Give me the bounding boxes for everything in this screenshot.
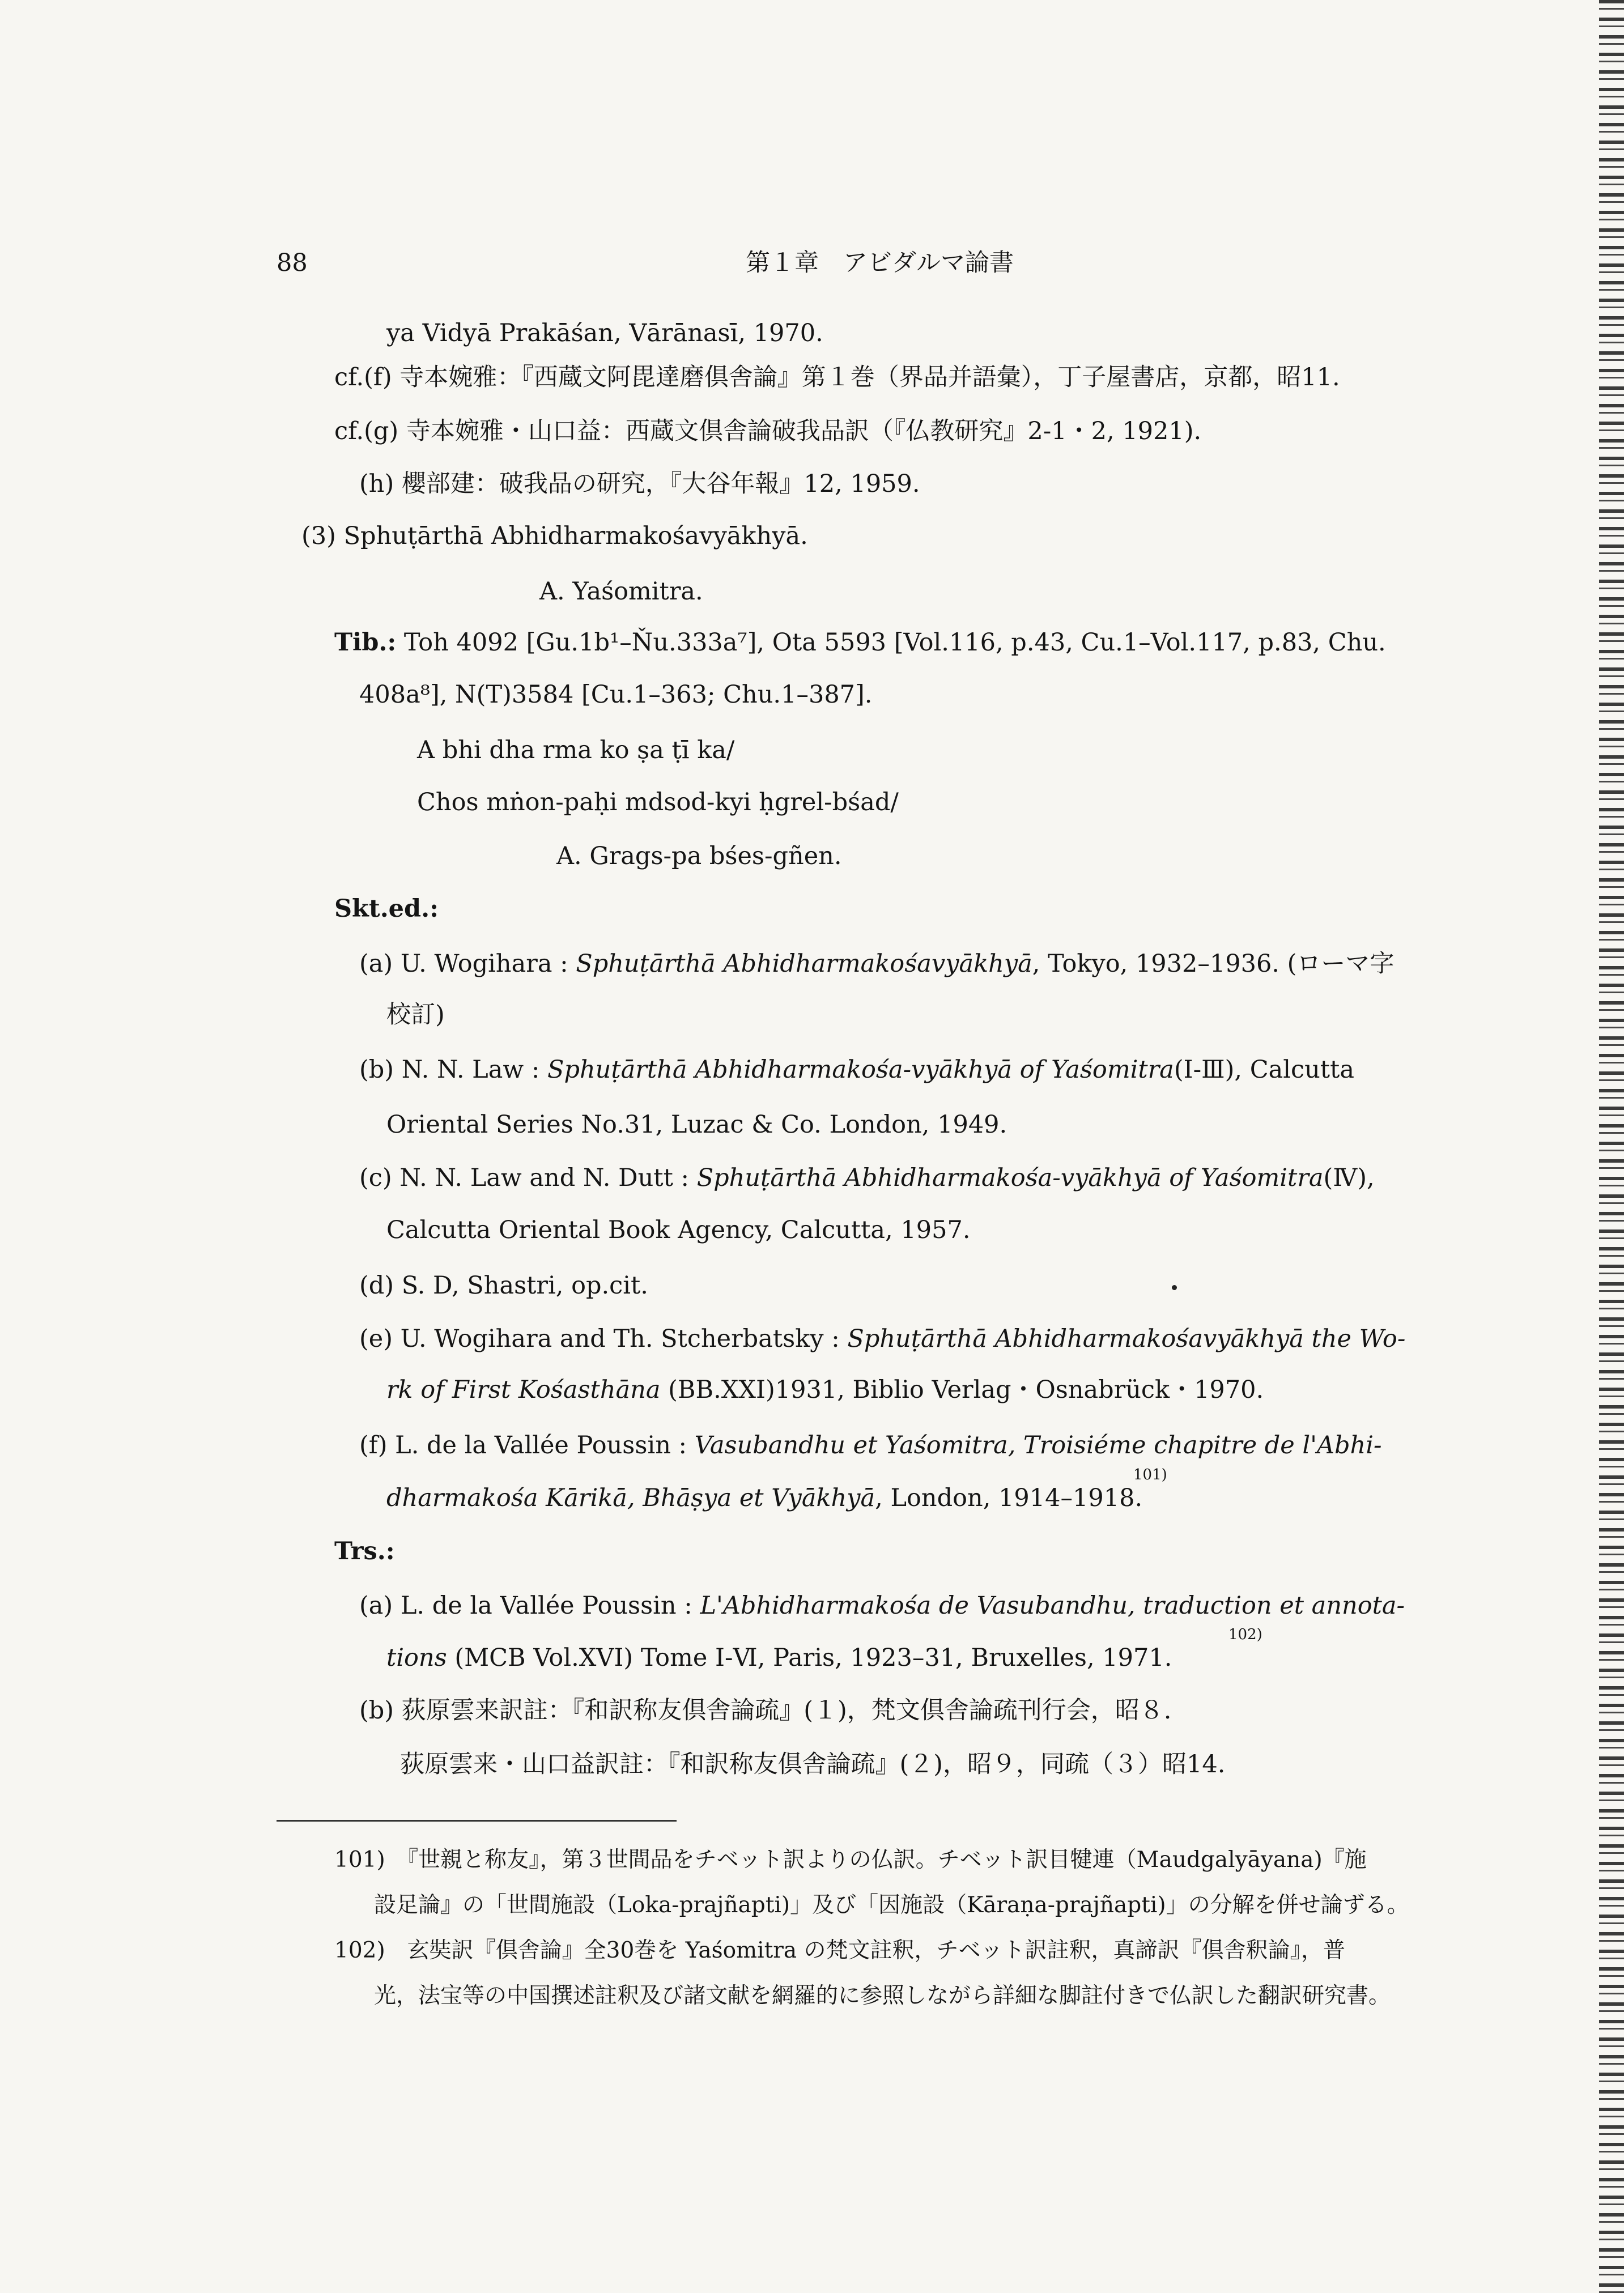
- footnote-101: 101) 『世親と称友』，第３世間品をチベット訳よりの仏訳。チベット訳目犍連（Maudgalyāyana)『施: [334, 1847, 1367, 1873]
- ref-text: (Ⅰ-Ⅲ), Calcutta: [1174, 1056, 1354, 1084]
- ref-title: Sphuṭārthā Abhidharmakośa-vyākhyā of Yaśomitra: [696, 1164, 1324, 1192]
- ref-text: , London, 1914–1918.: [875, 1484, 1143, 1512]
- footnote-102: 102) 玄奘訳『倶舎論』全30巻を Yaśomitra の梵文註釈，チベット訳註釈，真諦訳『倶舎釈論』，普: [334, 1938, 1346, 1963]
- entry-line: cf.(f) 寺本婉雅：『西蔵文阿毘達磨倶舎論』第１巻（界品并語彙），丁子屋書店，京都，昭11.: [334, 363, 1340, 392]
- entry-line: cf.(g) 寺本婉雅・山口益：西蔵文倶舎論破我品訳（『仏教研究』2-1・2, 1921).: [334, 417, 1202, 445]
- ref-title: Sphuṭārthā Abhidharmakośavyākhyā the Wo-: [847, 1325, 1406, 1353]
- ref-text: (c) N. N. Law and N. Dutt :: [359, 1164, 697, 1192]
- tib-line: [334, 628, 1386, 657]
- ref-line: 校訂): [386, 1001, 445, 1029]
- page-number: 88: [277, 249, 308, 277]
- ref-line: (d) S. D, Shastri, op.cit.: [359, 1271, 648, 1300]
- author-line: A. Yaśomitra.: [539, 577, 703, 606]
- ref-line: [359, 1058, 1354, 1082]
- ref-text: (e) U. Wogihara and Th. Stcherbatsky :: [359, 1325, 848, 1353]
- footnote-ref-102: 102): [1228, 1626, 1262, 1643]
- ref-text: (a) U. Wogihara :: [359, 950, 576, 978]
- ref-title: Vasubandhu et Yaśomitra, Troisiéme chapitre de l'Abhi-: [694, 1431, 1382, 1460]
- ref-line: [386, 1486, 1142, 1511]
- tibetan-line: A bhi dha rma ko ṣa ṭī ka/: [417, 736, 735, 764]
- ref-title: dharmakośa Kārikā, Bhāṣya et Vyākhyā: [386, 1484, 875, 1512]
- tibetan-line: Chos mṅon-paḥi mdsod-kyi ḥgrel-bśad/: [417, 788, 899, 816]
- ref-line: [359, 1433, 1381, 1458]
- ref-line: [359, 1327, 1405, 1351]
- footnote-ref-101: 101): [1133, 1466, 1167, 1483]
- tib-text: Toh 4092 [Gu.1b¹–Ňu.333a⁷], Ota 5593 [Vol.116, p.43, Cu.1–Vol.117, p.83, Chu.: [396, 628, 1386, 657]
- ref-text: (f) L. de la Vallée Poussin :: [359, 1431, 695, 1460]
- ref-text: (BB.XXI)1931, Biblio Verlag・Osnabrück・1970.: [660, 1376, 1264, 1404]
- footnote-101-cont: 設足論』の「世間施設（Loka-prajñapti)」及び「因施設（Kāraṇa-prajñapti)」の分解を併せ論ずる。: [374, 1892, 1409, 1918]
- ref-text: (a) L. de la Vallée Poussin :: [359, 1592, 700, 1620]
- tib-label: Tib.:: [334, 628, 397, 657]
- ref-line: [386, 1646, 1172, 1670]
- stray-dot: [1172, 1285, 1177, 1290]
- ref-text: , Tokyo, 1932–1936. (ローマ字: [1032, 950, 1395, 978]
- ref-text: (MCB Vol.XVI) Tome Ⅰ-Ⅵ, Paris, 1923–31, Bruxelles, 1971.: [447, 1644, 1172, 1672]
- ref-line: (b) 荻原雲来訳註：『和訳称友倶舎論疏』(１)，梵文倶舎論疏刊行会，昭８.: [359, 1696, 1172, 1725]
- footnote-102-cont: 光，法宝等の中国撰述註釈及び諸文献を網羅的に参照しながら詳細な脚註付きで仏訳した翻訳研究書。: [374, 1983, 1391, 2009]
- entry-line: 408a⁸], N(T)3584 [Cu.1–363; Chu.1–387].: [359, 680, 873, 709]
- ref-title: tions: [386, 1644, 447, 1672]
- ref-title: Sphuṭārthā Abhidharmakośa-vyākhyā of Yaśomitra: [547, 1056, 1174, 1084]
- entry-line: (h) 櫻部建：破我品の研究，『大谷年報』12, 1959.: [359, 470, 920, 498]
- tibetan-line: A. Grags-pa bśes-gñen.: [556, 842, 842, 870]
- ref-line: [386, 1378, 1264, 1402]
- ref-line: [359, 952, 1394, 976]
- skt-ed-label: Skt.ed.:: [334, 895, 439, 923]
- ref-line: 荻原雲来・山口益訳註：『和訳称友倶舎論疏』(２)，昭９，同疏（３）昭14.: [400, 1750, 1226, 1779]
- ref-title: rk of First Kośasthāna: [386, 1376, 661, 1404]
- ref-title: L'Abhidharmakośa de Vasubandhu, traduction et annota-: [700, 1592, 1405, 1620]
- ref-title: Sphuṭārthā Abhidharmakośavyākhyā: [576, 950, 1032, 978]
- ref-line: [359, 1594, 1405, 1618]
- footnote-rule: [277, 1820, 677, 1822]
- trs-label: Trs.:: [334, 1537, 395, 1565]
- ref-text: (Ⅳ),: [1323, 1164, 1375, 1192]
- page-edge-shadow: [1599, 0, 1624, 2293]
- ref-line: Oriental Series No.31, Luzac & Co. London, 1949.: [386, 1111, 1007, 1139]
- running-header: 第１章 アビダルマ論書: [746, 249, 1014, 277]
- ref-text: (b) N. N. Law :: [359, 1056, 547, 1084]
- section-heading: (3) Sphuṭārthā Abhidharmakośavyākhyā.: [301, 522, 808, 550]
- ref-line: Calcutta Oriental Book Agency, Calcutta, 1957.: [386, 1216, 971, 1244]
- entry-line: ya Vidyā Prakāśan, Vārānasī, 1970.: [386, 319, 823, 347]
- ref-line: [359, 1166, 1375, 1190]
